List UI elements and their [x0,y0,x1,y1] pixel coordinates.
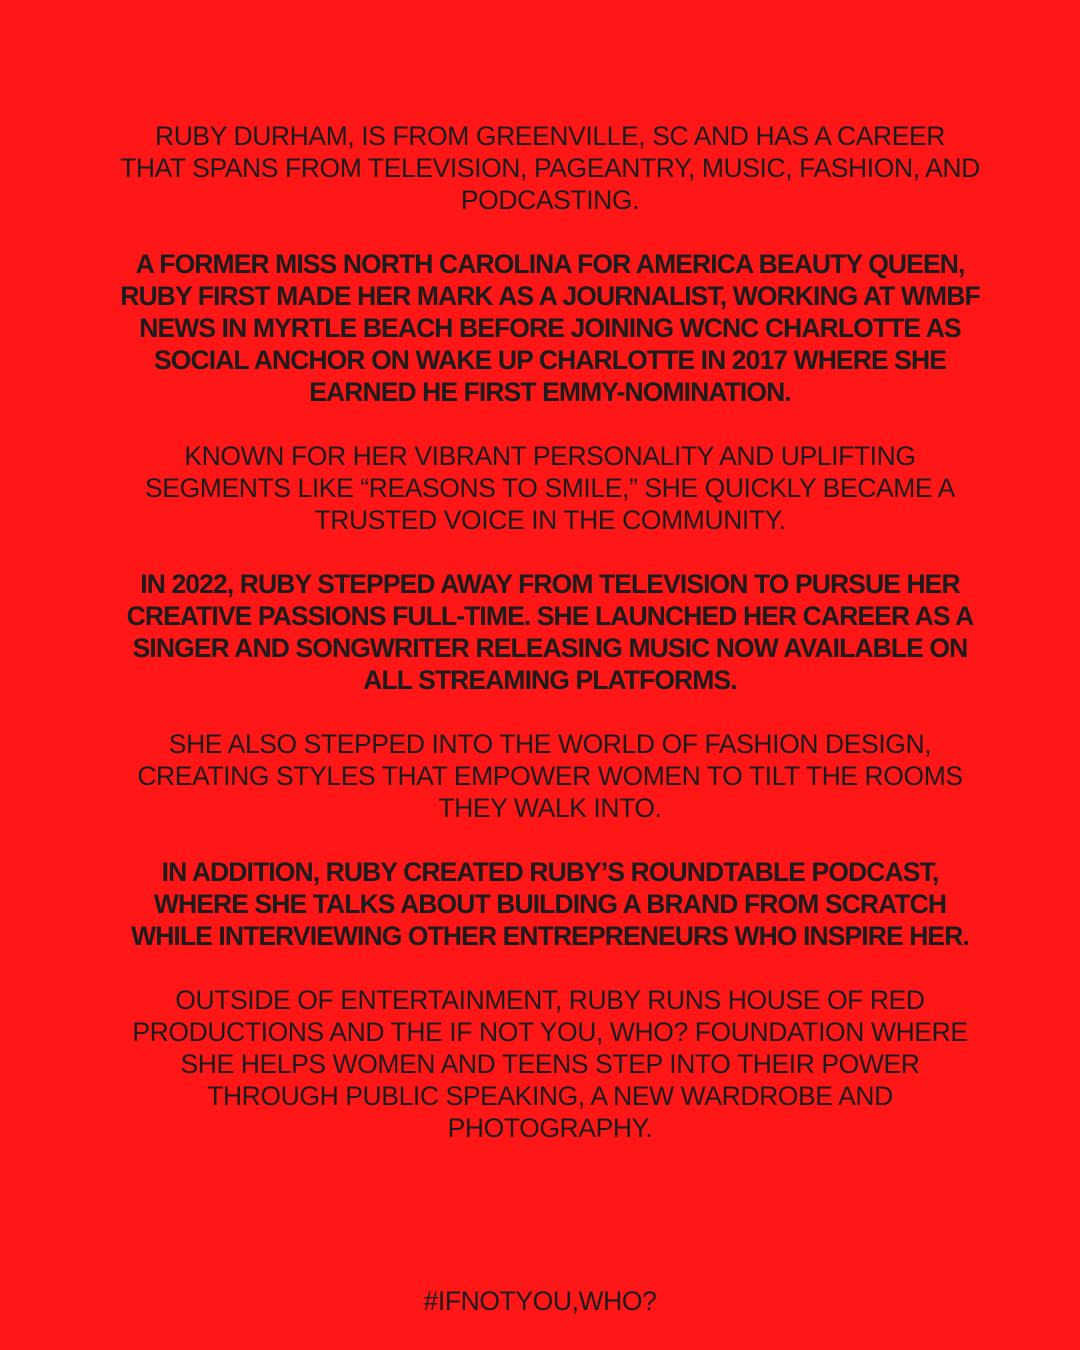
bio-paragraph-intro: RUBY DURHAM, IS FROM GREENVILLE, SC AND HAS A CAREER THAT SPANS FROM TELEVISION, PAGEANTRY, MUSIC, FASHION, AND PODCASTING. [120,121,980,215]
bio-paragraph-podcast: IN ADDITION, RUBY CREATED RUBY’S ROUNDTABLE PODCAST, WHERE SHE TALKS ABOUT BUILDING A BRAND FROM SCRATCH WHILE INTERVIEWING OTHER ENTREPRENEURS WHO INSPIRE HER. [131,857,969,951]
bio-paragraph-music: IN 2022, RUBY STEPPED AWAY FROM TELEVISION TO PURSUE HER CREATIVE PASSIONS FULL-TIME. SHE LAUNCHED HER CAREER AS A SINGER AND SONGWRITER RELEASING MUSIC NOW AVAILABLE ON ALL STREAMING PLATFORMS. [126,569,974,695]
hashtag: #IFNOTYOU,WHO? [423,1286,657,1316]
bio-paragraph-personality: KNOWN FOR HER VIBRANT PERSONALITY AND UPLIFTING SEGMENTS LIKE “REASONS TO SMILE,” SHE QUICKLY BECAME A TRUSTED VOICE IN THE COMMUNITY. [145,441,955,535]
bio-paragraph-fashion: SHE ALSO STEPPED INTO THE WORLD OF FASHION DESIGN, CREATING STYLES THAT EMPOWER WOMEN TO TILT THE ROOMS THEY WALK INTO. [137,729,963,823]
bio-paragraph-foundation: OUTSIDE OF ENTERTAINMENT, RUBY RUNS HOUSE OF RED PRODUCTIONS AND THE IF NOT YOU, WHO? FOUNDATION WHERE SHE HELPS WOMEN AND TEENS STEP INTO THEIR POWER THROUGH PUBLIC SPEAKING, A NEW WARDROBE AND PHOTOGRAPHY. [132,985,968,1143]
bio-paragraph-journalism: A FORMER MISS NORTH CAROLINA FOR AMERICA BEAUTY QUEEN, RUBY FIRST MADE HER MARK AS A JOURNALIST, WORKING AT WMBF NEWS IN MYRTLE BEACH BEFORE JOINING WCNC CHARLOTTE AS SOCIAL ANCHOR ON WAKE UP CHARLOTTE IN 2017 WHERE SHE EARNED HE FIRST EMMY-NOMINATION. [120,249,980,407]
bio-text-block [120,120,980,1176]
